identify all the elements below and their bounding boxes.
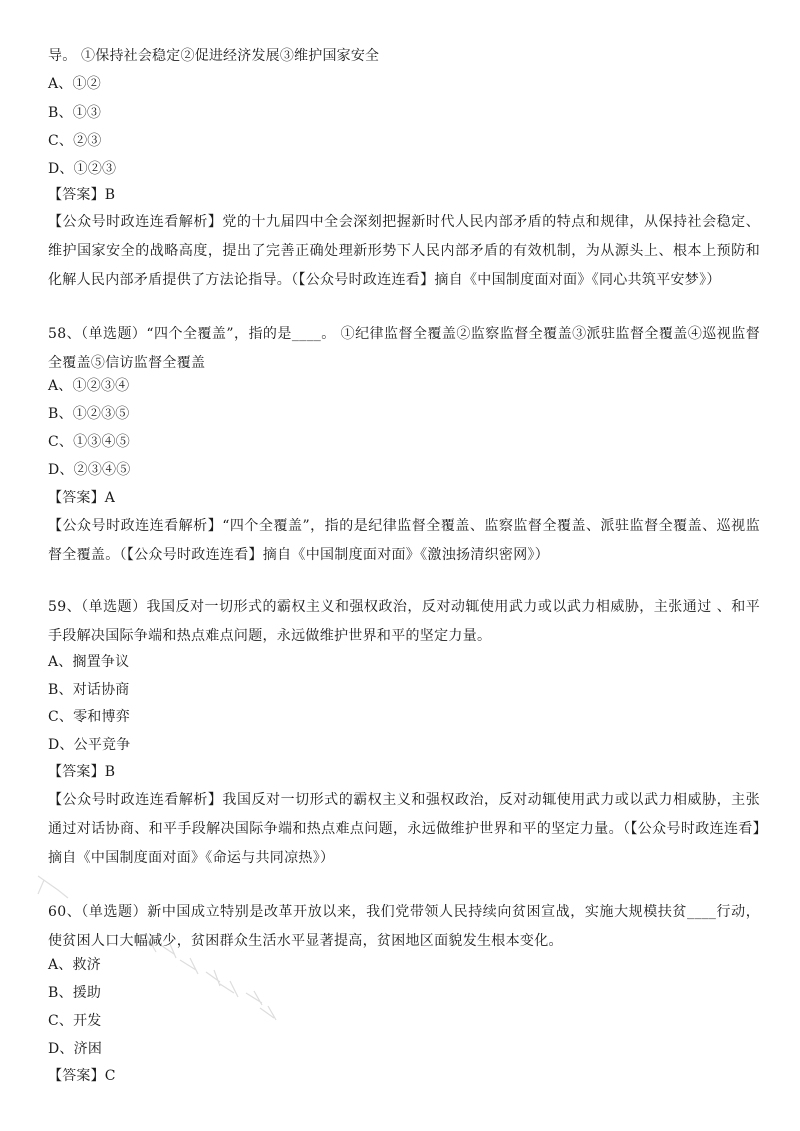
q57-analysis: 【公众号时政连连看解析】党的十九届四中全会深刻把握新时代人民内部矛盾的特点和规律，从保持社会稳定、维护国家安全的战略高度，提出了完善正确处理新形势下人民内部矛盾的有效机制，为从源头上、根本上预防和化解人民内部矛盾提供了方法论指导。（【公众号时政连连看】摘自《中国制度面对面》《同心共筑平安梦》）	[48, 214, 760, 288]
q59-option-c: C、零和博弈	[48, 709, 130, 725]
q57-answer: 【答案】B	[48, 187, 116, 203]
q58-option-d: D、②③④⑤	[48, 462, 131, 478]
q57-option-b: B、①③	[48, 105, 102, 121]
q59-analysis: 【公众号时政连连看解析】我国反对一切形式的霸权主义和强权政治，反对动辄使用武力或以武力相威胁，主张通过对话协商、和平手段解决国际争端和热点难点问题，永远做维护世界和平的坚定力量。（【公众号时政连连看】摘自《中国制度面对面》《命运与共同凉热》）	[48, 792, 760, 866]
q60-option-b: B、援助	[48, 985, 102, 1001]
q60-option-d: D、济困	[48, 1041, 103, 1057]
q60-option-c: C、开发	[48, 1013, 102, 1029]
q58-option-b: B、①②③⑤	[48, 406, 130, 422]
q58-option-a: A、①②③④	[48, 378, 130, 394]
q59-option-a: A、搁置争议	[48, 654, 130, 670]
q57-option-a: A、①②	[48, 76, 101, 92]
q57-option-c: C、②③	[48, 133, 102, 149]
q59-option-b: B、对话协商	[48, 682, 130, 698]
q59-option-d: D、公平竞争	[48, 737, 131, 753]
q57-option-d: D、①②③	[48, 161, 117, 177]
q58-option-c: C、①③④⑤	[48, 434, 130, 450]
q60-option-a: A、救济	[48, 957, 101, 973]
q60-answer: 【答案】C	[48, 1068, 116, 1084]
q59-stem: 59、（单选题）我国反对一切形式的霸权主义和强权政治，反对动辄使用武力或以武力相威胁，主张通过 、和平手段解决国际争端和热点难点问题，永远做维护世界和平的坚定力量。	[48, 599, 760, 644]
q58-analysis: 【公众号时政连连看解析】“四个全覆盖”，指的是纪律监督全覆盖、监察监督全覆盖、派驻监督全覆盖、巡视监督全覆盖。（【公众号时政连连看】摘自《中国制度面对面》《激浊扬清织密网》）	[48, 518, 760, 563]
q60-stem: 60、（单选题）新中国成立特别是改革开放以来，我们党带领人民持续向贫困宣战，实施大规模扶贫____行动，使贫困人口大幅减少，贫困群众生活水平显著提高，贫困地区面貌发生根本变化。	[48, 904, 760, 949]
q58-stem: 58、（单选题）“四个全覆盖”，指的是____。 ①纪律监督全覆盖②监察监督全覆盖③派驻监督全覆盖④巡视监督全覆盖⑤信访监督全覆盖	[48, 326, 760, 371]
q58-answer: 【答案】A	[48, 490, 116, 506]
q59-answer: 【答案】B	[48, 764, 116, 780]
q57-stem-tail: 导。 ①保持社会稳定②促进经济发展③维护国家安全	[48, 48, 380, 64]
